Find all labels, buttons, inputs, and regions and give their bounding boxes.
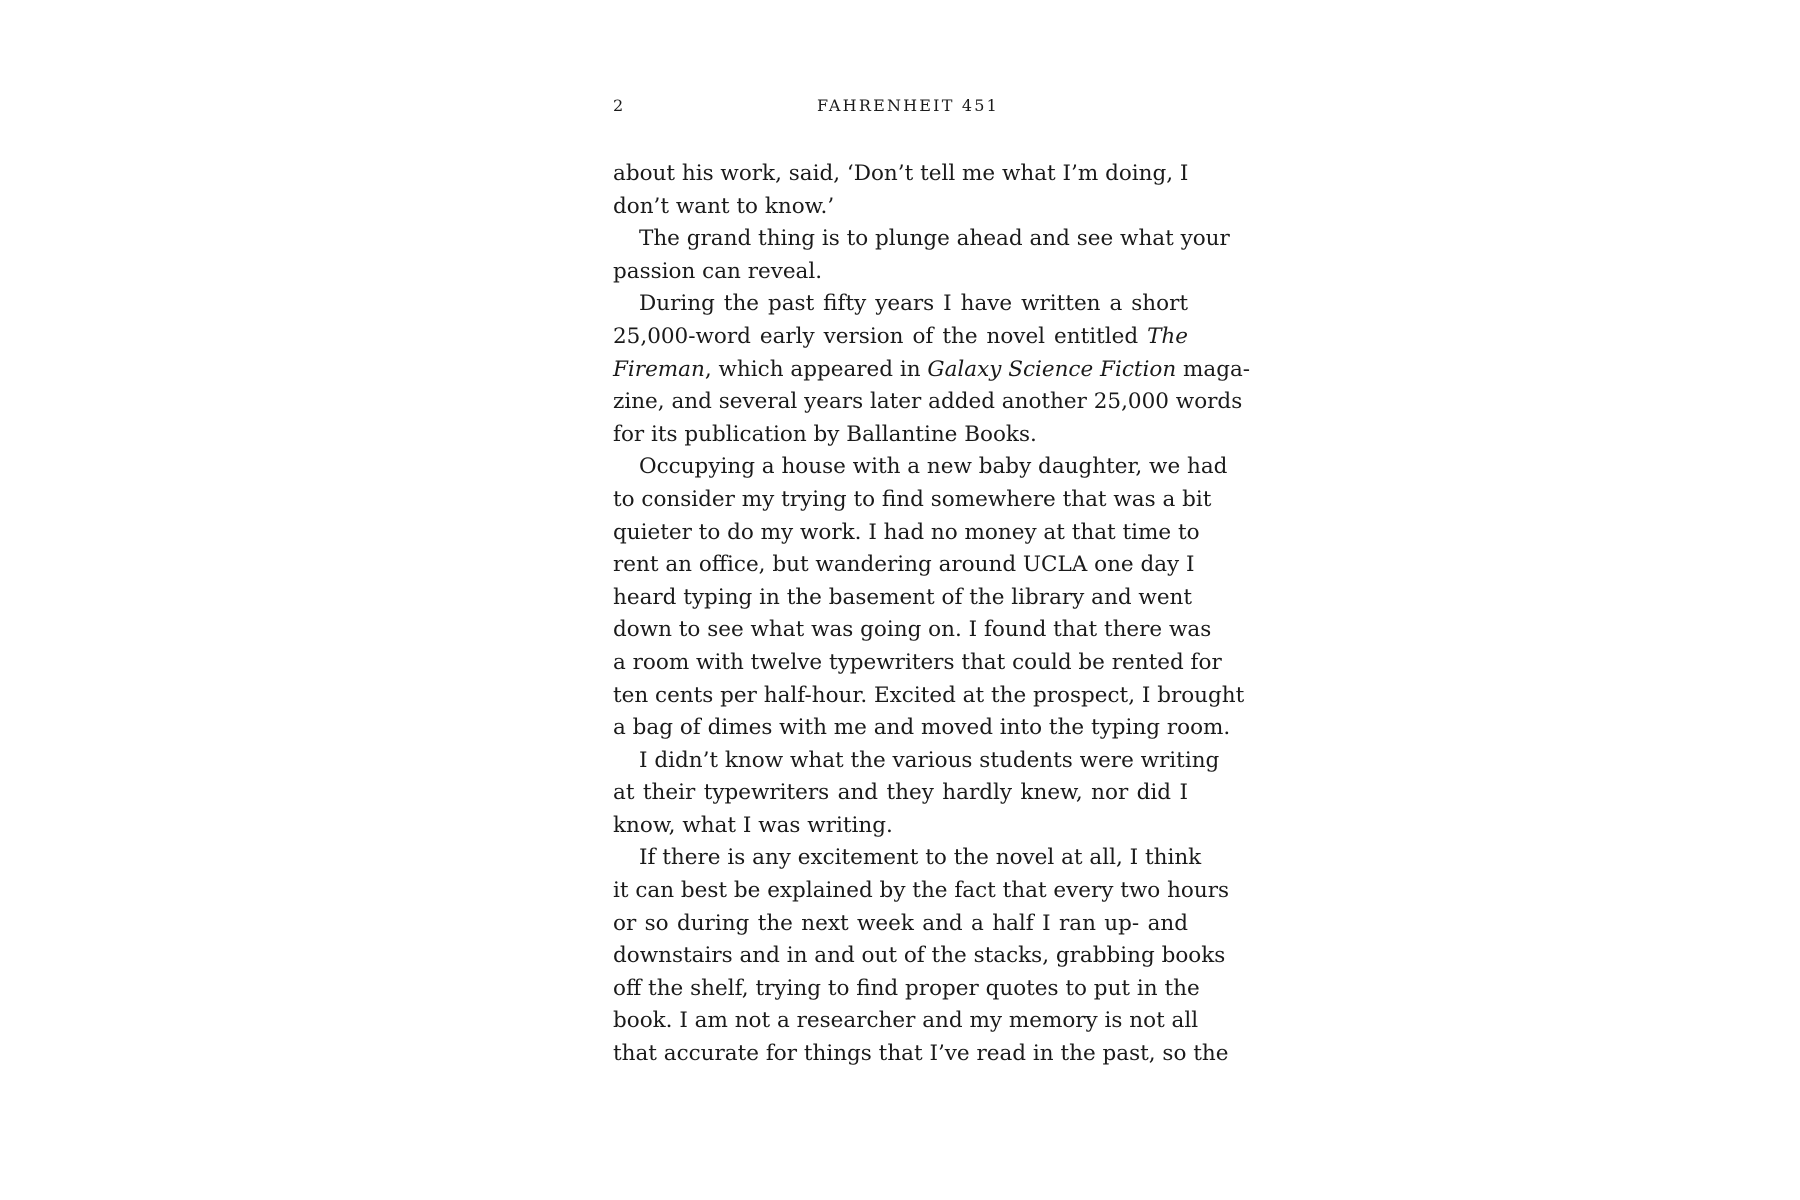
text-line: don’t want to know.’ [613, 193, 835, 219]
text-line: Occupying a house with a new baby daughter, we had [639, 454, 1228, 480]
text-line: know, what I was writing. [613, 812, 893, 838]
text-line: a room with twelve typewriters that could be rented for [613, 649, 1222, 675]
text-line: quieter to do my work. I had no money at that time to [613, 519, 1200, 545]
text-line: for its publication by Ballantine Books. [613, 421, 1037, 447]
text-line: off the shelf, trying to find proper quotes to put in the [613, 975, 1200, 1001]
text-line: it can best be explained by the fact that every two hours [613, 878, 1230, 904]
paragraph [613, 745, 1220, 843]
paragraph [613, 451, 1245, 744]
paragraph [613, 158, 1188, 223]
text-line: book. I am not a researcher and my memory is not all [613, 1008, 1199, 1034]
text-line: a bag of dimes with me and moved into the typing room. [613, 715, 1231, 741]
text-run: , which appeared in [704, 356, 928, 382]
text-line: to consider my trying to find somewhere that was a bit [613, 486, 1212, 512]
text-line: ten cents per half-hour. Excited at the prospect, I brought [613, 682, 1245, 708]
page-number: 2 [613, 96, 624, 115]
text-line: or so during the next week and a half I ran up- and [613, 910, 1188, 936]
text-line: down to see what was going on. I found that there was [613, 617, 1212, 643]
paragraph [613, 288, 1251, 451]
text-line: downstairs and in and out of the stacks, grabbing books [613, 943, 1226, 969]
text-line: heard typing in the basement of the library and went [613, 584, 1193, 610]
text-line: During the past fifty years I have written a short [639, 291, 1188, 317]
text-line: passion can reveal. [613, 258, 823, 284]
text-line: about his work, said, ‘Don’t tell me what I’m doing, I [613, 161, 1189, 186]
book-page [613, 92, 1251, 1071]
paragraph [613, 223, 1230, 288]
running-title: FAHRENHEIT 451 [817, 96, 999, 115]
italic-title: Fireman [613, 356, 705, 382]
running-head [613, 92, 1188, 122]
text-line [613, 321, 1188, 354]
paragraph [613, 842, 1230, 1070]
text-line: The grand thing is to plunge ahead and see what your [639, 226, 1230, 252]
text-run: 25,000-word early version of the novel entitled [613, 323, 1148, 349]
text-line: that accurate for things that I’ve read in the past, so the [613, 1041, 1229, 1067]
body-text [613, 158, 1251, 1071]
text-line: at their typewriters and they hardly knew, nor did I [613, 780, 1188, 806]
text-line: rent an office, but wandering around UCLA one day I [613, 552, 1195, 578]
text-line: zine, and several years later added another 25,000 words [613, 389, 1243, 415]
text-line [613, 354, 1251, 387]
text-run: maga- [1176, 356, 1251, 382]
text-line: If there is any excitement to the novel at all, I think [639, 845, 1202, 871]
italic-title: The [1147, 323, 1188, 349]
italic-magazine: Galaxy Science Fiction [927, 356, 1177, 382]
text-line: I didn’t know what the various students were writing [639, 747, 1220, 773]
